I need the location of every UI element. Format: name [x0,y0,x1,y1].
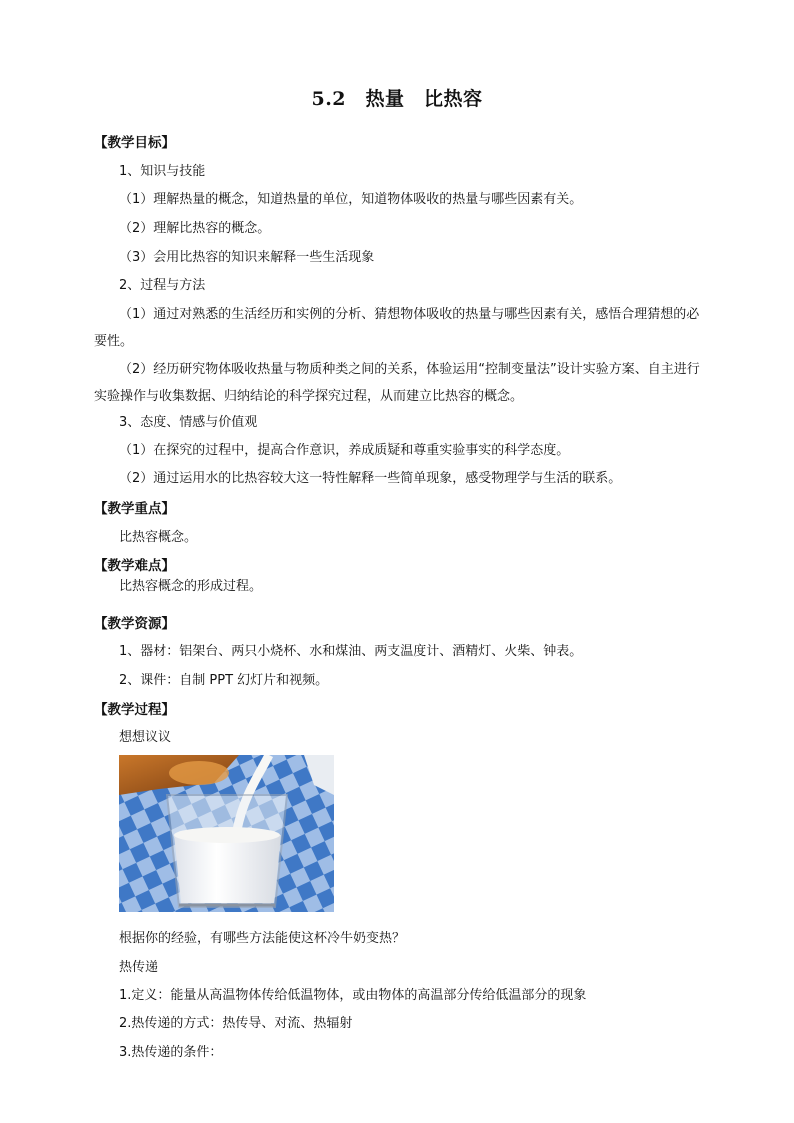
process-think: 想想议议 [119,730,172,745]
heat-transfer-conditions: 3.热传递的条件： [119,1045,223,1060]
key-text: 比热容概念。 [119,530,198,545]
resources-heading: 【教学资源】 [94,616,175,632]
milk-glass-photo [119,755,334,912]
goal-2-1: （1）通过对熟悉的生活经历和实例的分析、猜想物体吸收的热量与哪些因素有关，感悟合理猜想的必要性。 [94,307,700,349]
heat-transfer-ways: 2.热传递的方式：热传导、对流、热辐射 [119,1016,353,1031]
goal-2: 2、过程与方法 [119,278,206,293]
goal-1-1: （1）理解热量的概念，知道热量的单位，知道物体吸收的热量与哪些因素有关。 [119,192,583,207]
goals-heading: 【教学目标】 [94,135,175,151]
goal-2-2: （2）经历研究物体吸收热量与物质种类之间的关系，体验运用“控制变量法”设计实验方案、自主进行实验操作与收集数据、归纳结论的科学探究过程，从而建立比热容的概念。 [94,362,700,404]
goal-1: 1、知识与技能 [119,164,206,179]
resources-item-2: 2、课件：自制 PPT 幻灯片和视频。 [119,673,329,688]
heat-transfer-definition: 1.定义：能量从高温物体传给低温物体，或由物体的高温部分传给低温部分的现象 [119,988,587,1003]
key-heading: 【教学重点】 [94,501,175,517]
page-title: 5.2 热量 比热容 [311,88,483,110]
goal-3-2: （2）通过运用水的比热容较大这一特性解释一些简单现象，感受物理学与生活的联系。 [119,471,622,486]
difficulty-text: 比热容概念的形成过程。 [119,579,263,594]
heat-transfer-label: 热传递 [119,960,159,975]
resources-item-1: 1、器材：铝架台、两只小烧杯、水和煤油、两支温度计、酒精灯、火柴、钟表。 [119,644,583,659]
goal-3-1: （1）在探究的过程中，提高合作意识，养成质疑和尊重实验事实的科学态度。 [119,443,570,458]
goal-1-2: （2）理解比热容的概念。 [119,221,271,236]
difficulty-heading: 【教学难点】 [94,558,175,574]
process-heading: 【教学过程】 [94,702,175,718]
goal-3: 3、态度、情感与价值观 [119,415,258,430]
process-question: 根据你的经验，有哪些方法能使这杯冷牛奶变热？ [119,931,406,946]
goal-1-3: （3）会用比热容的知识来解释一些生活现象 [119,250,375,265]
